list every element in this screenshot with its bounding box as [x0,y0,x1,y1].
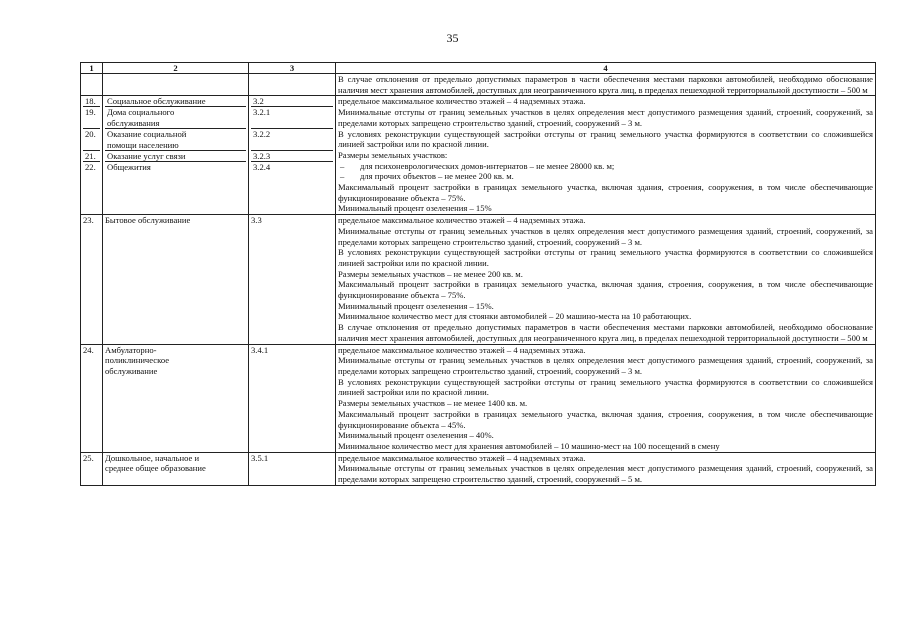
row-number: 21. [83,151,100,162]
use-type-name: Амбулаторно-поликлиническое обслуживание [103,344,249,452]
use-type-code: 3.2.4 [253,162,271,173]
use-type-code: 3.2.2 [251,129,333,151]
bullet-text: для психоневрологических домов-интернатов – не менее 28000 кв. м; [360,160,615,171]
table-cell-name [103,96,249,215]
param-text: предельное максимальное количество этажей – 4 надземных этажа. [338,215,586,226]
column-header-1: 1 [81,63,103,74]
table-cell-params [336,344,876,452]
use-type-code: 3.2.1 [251,107,333,129]
row-number: 20. [83,129,100,151]
param-text: Размеры земельных участков – не менее 1400 кв. м. [338,398,528,409]
table-header-row [81,63,876,74]
table-row-24 [81,344,876,452]
bullet-item [338,171,873,182]
param-text: Минимальное количество мест для хранения автомобилей – 10 машино-мест на 100 посещений в смену [338,440,720,451]
table-cell-num [81,96,103,215]
param-text: В условиях реконструкции существующей застройки отступы от границ земельного участка формируются в соответствии со сложившейся линией застройки или по красной линии. [338,128,873,150]
table-cell-code [249,74,336,96]
column-header-3: 3 [249,63,336,74]
use-type-name: Оказание услуг связи [105,151,246,162]
page-number: 35 [446,31,459,45]
param-text: Максимальный процент застройки в границах земельного участка, включая здания, строения, сооружения, в том числе обеспечивающие функционирование объекта – 75%. [338,279,873,301]
bullet-item [338,161,873,172]
zoning-parameters-table [80,62,876,486]
use-type-code: 3.4.1 [249,344,336,452]
table-cell-name [103,74,249,96]
use-type-code: 3.3 [249,215,336,344]
table-cell-code [249,96,336,215]
use-type-name: Дошкольное, начальное и среднее общее образование [103,452,249,485]
table-row-group-18-22 [81,96,876,215]
param-text: предельное максимальное количество этажей – 4 надземных этажа. [338,96,586,107]
param-text: Минимальный процент озеленения – 15%. [338,300,494,311]
row-number: 23. [81,215,103,344]
bullet-text: для прочих объектов – не менее 200 кв. м. [360,171,514,182]
param-text: Минимальное количество мест для стоянки автомобилей – 20 машино-места на 10 работающих. [338,311,692,322]
table-row-23 [81,215,876,344]
param-text: Минимальные отступы от границ земельных участков в целях определения мест допустимого размещения зданий, строений, сооружений, за пределами которых запрещено строительство зданий, строений, сооружений – 3 м. [338,107,873,128]
param-text: Минимальный процент озеленения – 40%. [338,430,494,441]
table-cell-params [336,452,876,485]
param-text: предельное максимальное количество этажей – 4 надземных этажа. [338,344,586,355]
param-text: предельное максимальное количество этажей – 4 надземных этажа. [338,452,586,463]
param-text: В случае отклонения от предельно допустимых параметров в части обеспечения местами парковки автомобилей, необходимо обоснование наличия мест хранения автомобилей, доступных для неограниченного круга лиц, в пределах пешеходной территориальной доступности – 500 м [338,74,873,95]
table-cell-params [336,96,876,215]
use-type-name: Оказание социальной помощи населению [105,129,246,151]
column-header-4: 4 [336,63,876,74]
table-row-25 [81,452,876,485]
use-type-code: 3.2.3 [251,151,333,162]
param-text: В случае отклонения от предельно допустимых параметров в части обеспечения местами парковки автомобилей, необходимо обоснование наличия мест хранения автомобилей, доступных для неограниченного круга лиц, в пределах пешеходной территориальной доступности – 500 м [338,322,873,343]
param-text: Минимальные отступы от границ земельных участков в целях определения мест допустимого размещения зданий, строений, сооружений, за пределами которых запрещено строительство зданий, строений, сооружений – 3 м. [338,355,873,376]
param-text: Минимальные отступы от границ земельных участков в целях определения мест допустимого размещения зданий, строений, сооружений, за пределами которых запрещено строительство зданий, строений, сооружений – 5 м. [338,463,873,485]
param-text: В условиях реконструкции существующей застройки отступы от границ земельного участка формируются в соответствии со сложившейся линией застройки или по красной линии. [338,247,873,268]
column-header-2: 2 [103,63,249,74]
row-number: 22. [85,162,96,173]
use-type-code: 3.2 [251,96,333,107]
use-type-name: Бытовое обслуживание [103,215,249,344]
table-cell-num [81,74,103,96]
table-cell-params [336,215,876,344]
row-number: 19. [83,107,100,129]
row-number: 18. [83,96,100,107]
row-number: 24. [81,344,103,452]
param-text: В условиях реконструкции существующей застройки отступы от границ земельного участка формируются в соответствии со сложившейся линией застройки или по красной линии. [338,376,873,398]
bullet-dash: – [340,160,345,171]
use-type-name: Дома социального обслуживания [105,107,246,129]
param-text: Размеры земельных участков – не менее 200 кв. м. [338,268,523,279]
row-number: 25. [81,452,103,485]
param-text: Минимальные отступы от границ земельных участков в целях определения мест допустимого размещения зданий, строений, сооружений, за пределами которых запрещено строительство зданий, строений, сооружений – 3 м. [338,225,873,247]
use-type-name: Общежития [107,162,151,173]
table-cell-params [336,74,876,96]
use-type-name: Социальное обслуживание [105,96,246,107]
param-text: Размеры земельных участков: [338,149,448,160]
bullet-dash: – [340,171,345,182]
param-text: Минимальный процент озеленения – 15% [338,203,492,214]
table-row-continuation [81,74,876,96]
param-text: Максимальный процент застройки в границах земельного участка, включая здания, строения, сооружения, в том числе обеспечивающие функционирование объекта – 75%. [338,182,873,203]
use-type-code: 3.5.1 [249,452,336,485]
param-text: Максимальный процент застройки в границах земельного участка, включая здания, строения, сооружения, в том числе обеспечивающие функционирование объекта – 45%. [338,408,873,430]
